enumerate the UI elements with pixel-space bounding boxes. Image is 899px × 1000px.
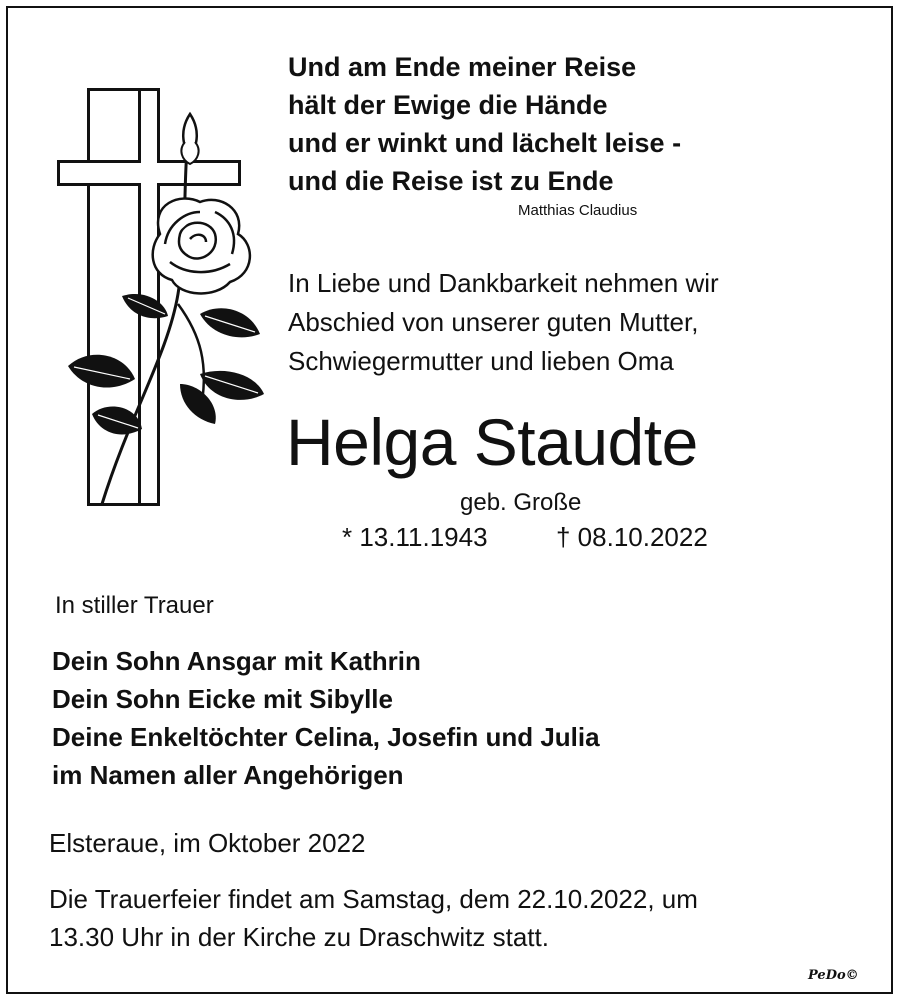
poem-line: und er winkt und lächelt leise - — [288, 128, 682, 158]
cross-with-rose-icon — [50, 84, 270, 514]
family-line: Deine Enkeltöchter Celina, Josefin und Julia — [52, 722, 600, 752]
poem-line: und die Reise ist zu Ende — [288, 166, 614, 196]
intro-line: Schwiegermutter und lieben Oma — [288, 346, 674, 376]
mourning-heading: In stiller Trauer — [55, 592, 214, 619]
funeral-line: 13.30 Uhr in der Kirche zu Draschwitz statt. — [49, 922, 549, 952]
intro-line: Abschied von unserer guten Mutter, — [288, 307, 699, 337]
family-line: Dein Sohn Ansgar mit Kathrin — [52, 646, 421, 676]
birth-date: * 13.11.1943 — [342, 522, 488, 552]
death-date: † 08.10.2022 — [556, 522, 708, 552]
family-line: im Namen aller Angehörigen — [52, 760, 404, 790]
intro-text — [288, 264, 719, 381]
deceased-name: Helga Staudte — [286, 405, 698, 479]
poem-author: Matthias Claudius — [518, 202, 638, 219]
place-date: Elsteraue, im Oktober 2022 — [49, 828, 366, 858]
poem-line: Und am Ende meiner Reise — [288, 52, 637, 82]
maiden-name: geb. Große — [460, 489, 582, 516]
family-list — [52, 642, 600, 794]
intro-line: In Liebe und Dankbarkeit nehmen wir — [288, 268, 719, 298]
family-line: Dein Sohn Eicke mit Sibylle — [52, 684, 393, 714]
funeral-info — [49, 880, 698, 956]
poem — [288, 48, 681, 200]
funeral-line: Die Trauerfeier findet am Samstag, dem 22.10.2022, um — [49, 884, 698, 914]
designer-signature: PeDo© — [808, 968, 859, 983]
poem-line: hält der Ewige die Hände — [288, 90, 608, 120]
